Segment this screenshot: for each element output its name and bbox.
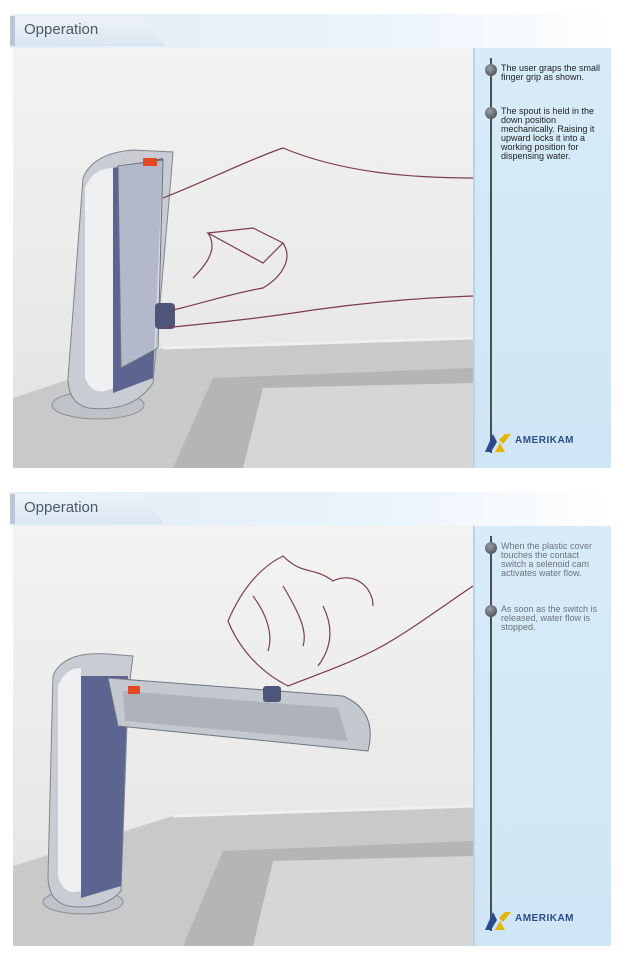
instructions-sidebar [473, 526, 611, 946]
instruction-note: The spout is held in the down position mechanically. Raising it upward locks it into a working position for dispensing water. [501, 106, 595, 161]
amerikam-logo-icon [483, 430, 513, 454]
bullet-icon [485, 107, 497, 119]
instruction-note: The user graps the small finger grip as shown. [501, 63, 601, 82]
instruction-note: As soon as the switch is released, water flow is stopped. [501, 604, 598, 632]
amerikam-logo [483, 430, 603, 454]
bullet-icon [485, 542, 497, 554]
bullet-icon [485, 605, 497, 617]
instruction-note: When the plastic cover touches the contact switch a selenoid cam activates water flow. [501, 541, 593, 578]
logo-text: AMERIKAM [515, 913, 574, 924]
instructions-sidebar [473, 48, 611, 468]
panel-title: Opperation [24, 21, 99, 38]
operation-panel-2 [10, 492, 614, 948]
faucet-render-image [13, 48, 473, 468]
bullet-icon [485, 64, 497, 76]
amerikam-logo [483, 908, 603, 932]
panel-title: Opperation [24, 499, 99, 516]
panel-header [10, 14, 610, 48]
operation-panel-1 [10, 14, 614, 470]
faucet-render-image [13, 526, 473, 946]
timeline-line [490, 536, 492, 931]
logo-text: AMERIKAM [515, 435, 574, 446]
panel-header [10, 492, 610, 526]
amerikam-logo-icon [483, 908, 513, 932]
